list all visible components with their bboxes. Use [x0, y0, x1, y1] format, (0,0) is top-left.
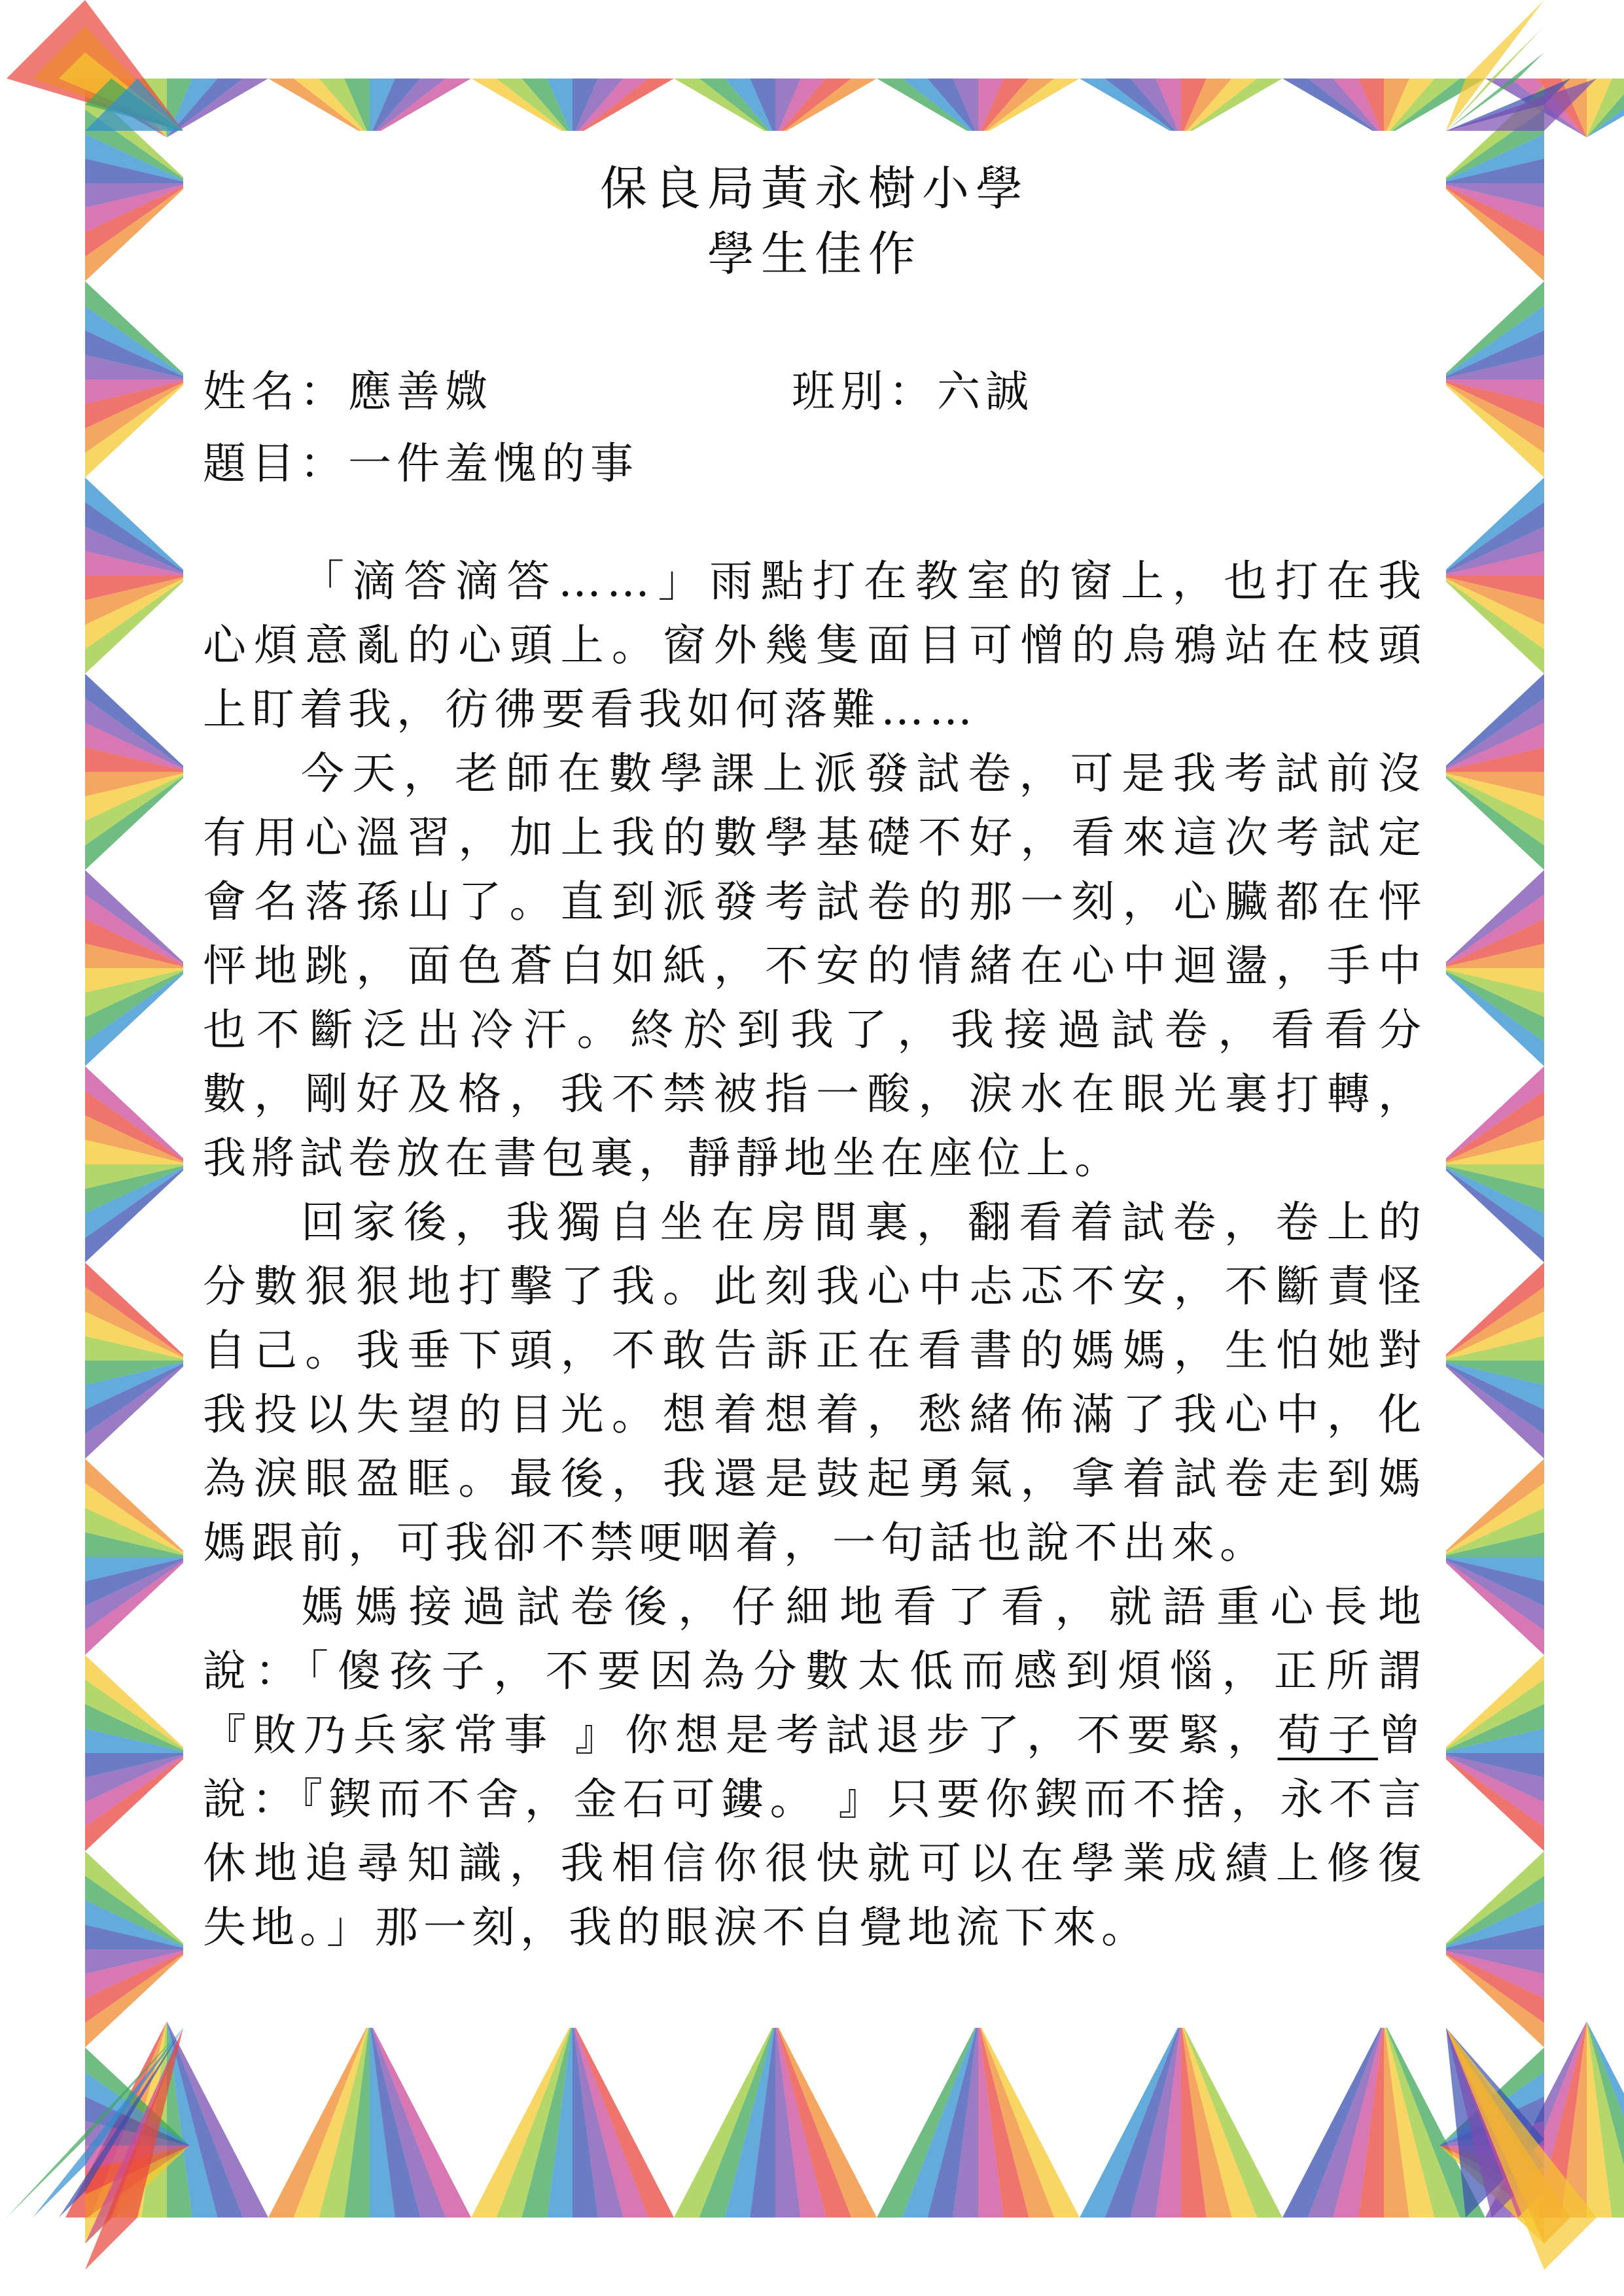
essay-line: 自己。我垂下頭，不敢告訴正在看書的媽媽，生怕她對 [203, 1325, 1426, 1376]
essay-line: 說：『鍥而不舍，金石可鏤。 』只要你鍥而不捨，永不言 [203, 1774, 1426, 1824]
essay-line: 分數狠狠地打擊了我。此刻我心中忐忑不安，不斷責怪 [203, 1261, 1426, 1312]
name-value: 應善媺 [348, 366, 493, 417]
essay-line: 有用心溫習，加上我的數學基礎不好，看來這次考試定 [203, 812, 1426, 863]
student-name-row [203, 357, 493, 419]
essay-line: 上盯着我，彷彿要看我如何落難…… [203, 684, 978, 735]
underlined-name-xunzi: 荀子 [1277, 1710, 1378, 1760]
name-label: 姓名： [203, 366, 348, 417]
essay-line: 我將試卷放在書包裏，靜靜地坐在座位上。 [203, 1133, 1123, 1183]
essay-line: 說：「傻孩子，不要因為分數太低而感到煩惱，正所謂 [203, 1646, 1426, 1696]
essay-line: 媽媽接過試卷後，仔細地看了看，就語重心長地 [301, 1582, 1426, 1632]
document-subtitle: 學生佳作 [707, 226, 922, 281]
essay-line: 心煩意亂的心頭上。窗外幾隻面目可憎的烏鴉站在枝頭 [203, 620, 1426, 670]
essay-line: 媽跟前，可我卻不禁哽咽着，一句話也說不出來。 [203, 1518, 1268, 1568]
essay-line: 為淚眼盈眶。最後，我還是鼓起勇氣，拿着試卷走到媽 [203, 1453, 1426, 1504]
paper-sheet [183, 131, 1446, 2028]
essay-line: 回家後，我獨自坐在房間裏，翻看着試卷，卷上的 [301, 1197, 1426, 1247]
essay-line: 「滴答滴答……」雨點打在教室的窗上，也打在我 [301, 556, 1426, 606]
topic-label: 題目： [203, 438, 348, 489]
essay-line: 也不斷泛出冷汗。終於到我了，我接過試卷，看看分 [203, 1005, 1426, 1055]
school-name: 保良局黃永樹小學 [599, 161, 1029, 216]
class-label: 班別： [792, 366, 937, 417]
essay-line: 怦地跳，面色蒼白如紙，不安的情緒在心中迴盪，手中 [203, 941, 1426, 991]
essay-line: 我投以失望的目光。想着想着，愁緒佈滿了我心中，化 [203, 1389, 1426, 1440]
essay-line-part: 『敗乃兵家常事 』你想是考試退步了，不要緊， [203, 1710, 1278, 1760]
essay-line: 今天，老師在數學課上派發試卷，可是我考試前沒 [301, 748, 1426, 799]
essay-line: 會名落孫山了。直到派發考試卷的那一刻，心臟都在怦 [203, 877, 1426, 927]
class-row [792, 357, 1034, 419]
class-value: 六誠 [937, 366, 1034, 417]
essay-body [203, 549, 1426, 1960]
topic-value: 一件羞愧的事 [348, 438, 639, 489]
essay-line-with-underline [203, 1703, 1426, 1767]
essay-line-part: 曾 [1378, 1710, 1426, 1760]
essay-line: 失地。」那一刻，我的眼淚不自覺地流下來。 [203, 1902, 1150, 1953]
topic-row [203, 428, 639, 491]
essay-line: 數，剛好及格，我不禁被指一酸，淚水在眼光裏打轉， [203, 1069, 1426, 1119]
essay-line: 休地追尋知識，我相信你很快就可以在學業成績上修復 [203, 1838, 1426, 1888]
